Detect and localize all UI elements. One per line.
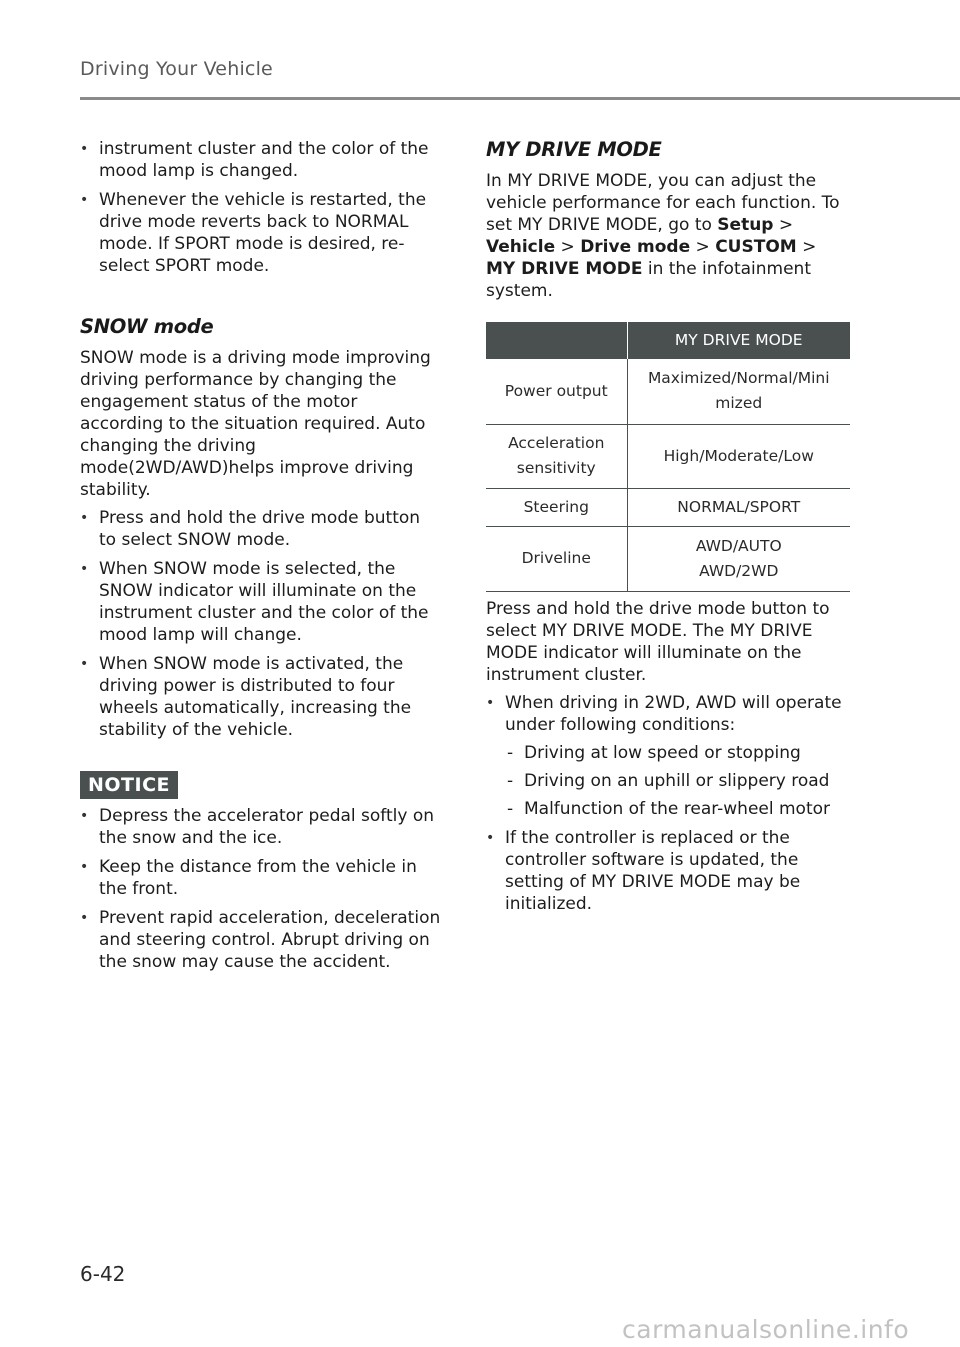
path-separator: > [690,237,716,257]
path-separator: > [555,237,581,257]
table-row-value [627,359,850,424]
value-line: Maximized/Normal/Mini [647,369,830,388]
list-item [80,558,442,646]
bullet-text: Whenever the vehicle is restarted, the drive mode reverts back to NORMAL mode. If SPORT mode is desired, re-select SPORT mode. [99,190,427,276]
table-row-label: Power output [486,359,627,424]
page-number: 6-42 [80,1262,126,1286]
bullet-text: When SNOW mode is selected, the SNOW indicator will illuminate on the instrument cluster and the color of the mood lamp will change. [99,559,429,645]
left-column [80,138,442,980]
bullet-text: When SNOW mode is activated, the driving power is distributed to four wheels automatically, increasing the stability of the vehicle. [99,654,412,740]
label-line: Acceleration [508,434,605,452]
table-row-value [627,526,850,591]
table-row [486,488,850,526]
intro-continuation-text: instrument cluster and the color of the mood lamp is changed. [99,139,429,181]
condition-item: - Malfunction of the rear-wheel motor [505,798,850,820]
value-line: mized [715,394,763,413]
list-item [80,653,442,741]
value-line: AWD/2WD [699,561,779,580]
list-item [80,507,442,551]
my-drive-mode-heading: MY DRIVE MODE [486,138,662,161]
intro-text: in the infotainment system. [486,259,811,301]
list-item [80,805,442,849]
table-corner-cell [486,322,627,359]
menu-path-drive-mode: Drive mode [580,237,691,257]
menu-path-vehicle: Vehicle [486,237,556,257]
running-header: Driving Your Vehicle [80,58,273,80]
notice-bullets [80,805,442,973]
table-row-label [486,424,627,488]
my-drive-mode-intro [486,170,850,302]
watermark: carmanualsonline.info [622,1315,910,1344]
table-row [486,526,850,591]
list-item [486,827,850,915]
bullet-text: If the controller is replaced or the controller software is updated, the setting of MY DRIVE MODE may be initialized. [505,827,801,914]
my-drive-mode-bullets [486,692,850,915]
conditions-list [505,742,850,820]
table-row-value: NORMAL/SPORT [627,488,850,526]
snow-mode-heading: SNOW mode [80,315,214,338]
bullet-text: Keep the distance from the vehicle in the front. [99,857,417,899]
condition-item: - Driving at low speed or stopping [505,742,850,764]
notice-block [80,771,442,973]
snow-mode-description: SNOW mode is a driving mode improving driving performance by changing the engagement status of the motor according to the situation required. Auto changing the driving mode(2WD/AWD)helps improve driving stability. [80,348,431,500]
path-separator: > [796,237,817,257]
table-row [486,424,850,488]
bullet-text: Prevent rapid acceleration, deceleration and steering control. Abrupt driving on the snow may cause the accident. [99,908,441,972]
menu-path-custom: CUSTOM [715,237,797,257]
header-rule [80,97,960,100]
menu-path-setup: Setup [717,215,774,235]
after-table-text: Press and hold the drive mode button to select MY DRIVE MODE. The MY DRIVE MODE indicator will illuminate on the instrument cluster. [486,598,830,685]
menu-path-my-drive-mode: MY DRIVE MODE [486,259,643,279]
table-row-label: Steering [486,488,627,526]
intro-bullet-list [80,138,442,277]
bullet-text: Press and hold the drive mode button to select SNOW mode. [99,508,421,550]
table-row [486,359,850,424]
table-row-label: Driveline [486,526,627,591]
right-column [486,138,850,922]
table-header-cell: MY DRIVE MODE [627,322,850,359]
list-item [80,856,442,900]
my-drive-mode-table [486,322,850,592]
list-item [80,907,442,973]
path-separator: > [773,215,794,235]
value-line: AWD/AUTO [695,536,782,555]
snow-mode-bullets [80,507,442,741]
bullet-text: When driving in 2WD, AWD will operate under following conditions: [505,692,842,735]
list-item [80,189,442,277]
condition-item: - Driving on an uphill or slippery road [505,770,850,792]
list-item [486,692,850,820]
label-line: sensitivity [516,459,596,477]
intro-continuation [80,138,442,182]
bullet-text: Depress the accelerator pedal softly on the snow and the ice. [99,806,435,848]
notice-badge: NOTICE [80,771,178,799]
intro-text: In MY DRIVE MODE, you can adjust the vehicle performance for each function. To set MY DRIVE MODE, go to [486,171,840,235]
table-header-row [486,322,850,359]
table-row-value: High/Moderate/Low [627,424,850,488]
